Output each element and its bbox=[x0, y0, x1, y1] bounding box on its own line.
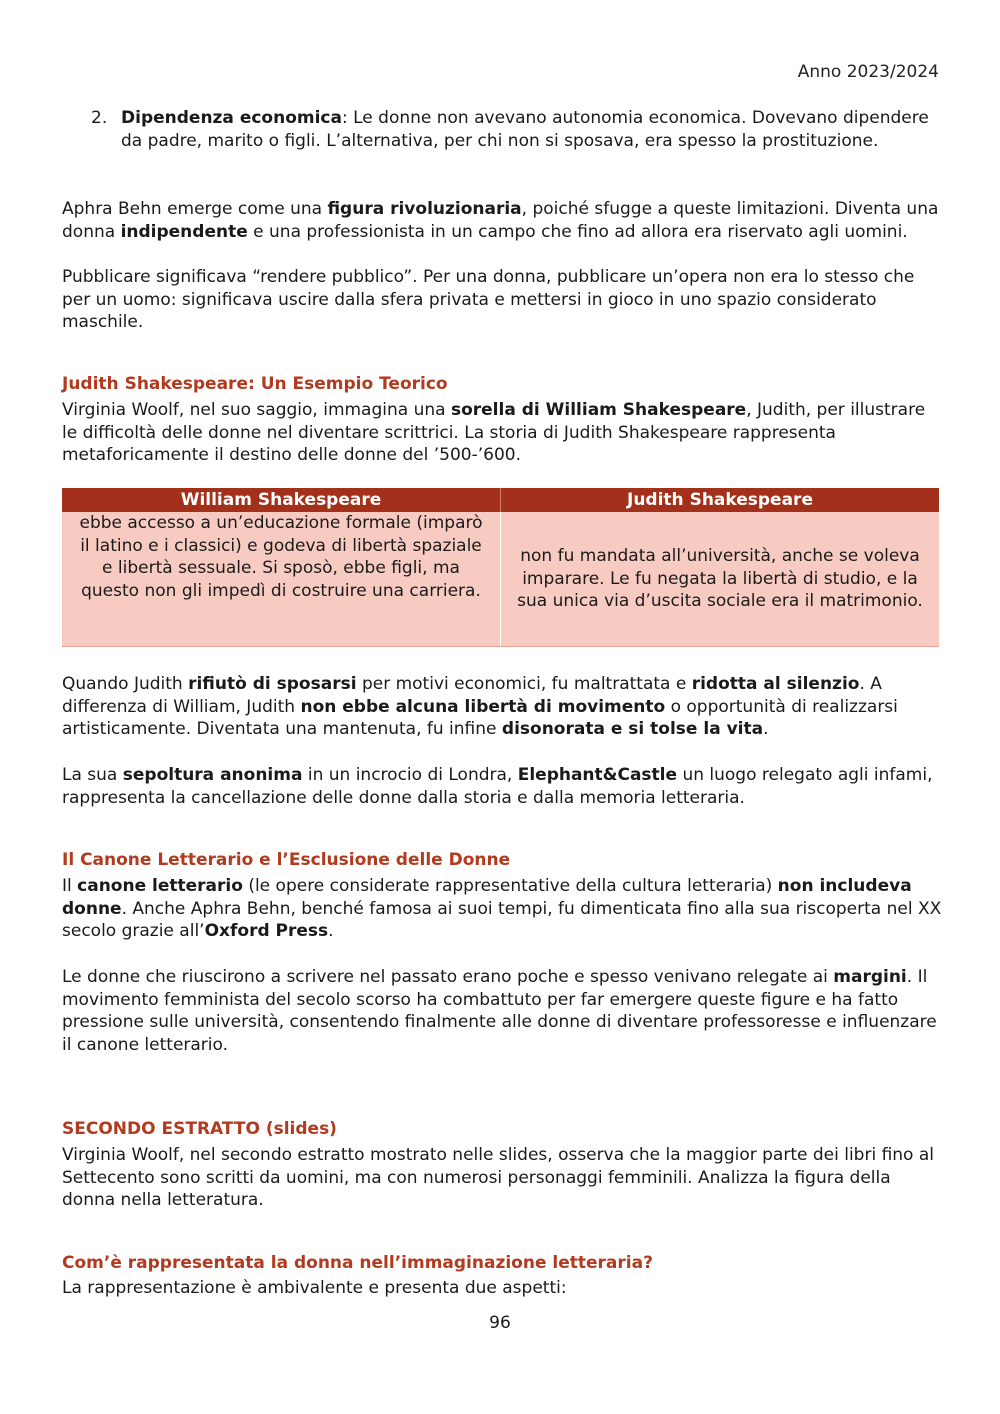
list-term: Dipendenza economica bbox=[121, 108, 342, 128]
paragraph-sepoltura: La sua sepoltura anonima in un incrocio di Londra, Elephant&Castle un luogo relegato agli infami, rappresenta la cancellazione delle donne dalla storia e dalla memoria letteraria. bbox=[62, 765, 933, 808]
table-row bbox=[62, 512, 939, 647]
table-cell-judith: non fu mandata all’università, anche se voleva imparare. Le fu negata la libertà di studio, e la sua unica via d’uscita sociale era il matrimonio. bbox=[501, 512, 940, 647]
table-cell-william: ebbe accesso a un’educazione formale (imparò il latino e i classici) e godeva di libertà spaziale e libertà sessuale. Si sposò, ebbe figli, ma questo non gli impedì di costruire una carriera. bbox=[62, 512, 501, 647]
section-heading-judith: Judith Shakespeare: Un Esempio Teorico bbox=[62, 374, 448, 394]
paragraph-canone: Il canone letterario (le opere considerate rappresentative della cultura letteraria) non includeva donne. Anche Aphra Behn, benché famosa ai suoi tempi, fu dimenticata fino alla sua riscoperta nel XX secolo grazie all’Oxford Press. bbox=[62, 876, 942, 942]
section-heading-secondo-estratto: SECONDO ESTRATTO (slides) bbox=[62, 1119, 337, 1139]
table-header-judith: Judith Shakespeare bbox=[501, 488, 940, 512]
section-heading-donna-letteraria: Com’è rappresentata la donna nell’immaginazione letteraria? bbox=[62, 1253, 653, 1273]
table-header-william: William Shakespeare bbox=[62, 488, 501, 512]
list-text: : Le donne non avevano autonomia economica. Dovevano dipendere da padre, marito o figli. L’alternativa, per chi non si sposava, era spesso la prostituzione. bbox=[121, 108, 929, 151]
header-year: Anno 2023/2024 bbox=[797, 62, 939, 82]
paragraph-secondo-estratto: Virginia Woolf, nel secondo estratto mostrato nelle slides, osserva che la maggior parte dei libri fino al Settecento sono scritti da uomini, ma con numerosi personaggi femminili. Analizza la figura della donna nella letteratura. bbox=[62, 1145, 935, 1211]
paragraph-ambivalente: La rappresentazione è ambivalente e presenta due aspetti: bbox=[62, 1278, 567, 1298]
page-number: 96 bbox=[489, 1313, 511, 1333]
comparison-table bbox=[62, 488, 939, 647]
paragraph-pubblicare: Pubblicare significava “rendere pubblico”. Per una donna, pubblicare un’opera non era lo stesso che per un uomo: significava uscire dalla sfera privata e mettersi in gioco in uno spazio considerato maschile. bbox=[62, 267, 915, 333]
paragraph-aphra-behn: Aphra Behn emerge come una figura rivoluzionaria, poiché sfugge a queste limitazioni. Diventa una donna indipendente e una professionista in un campo che fino ad allora era riservato agli uomini. bbox=[62, 199, 939, 242]
section-heading-canone: Il Canone Letterario e l’Esclusione delle Donne bbox=[62, 850, 511, 870]
paragraph-judith-fate: Quando Judith rifiutò di sposarsi per motivi economici, fu maltrattata e ridotta al silenzio. A differenza di William, Judith non ebbe alcuna libertà di movimento o opportunità di realizzarsi artisticamente. Diventata una mantenuta, fu infine disonorata e si tolse la vita. bbox=[62, 674, 898, 740]
paragraph-margini: Le donne che riuscirono a scrivere nel passato erano poche e spesso venivano relegate ai margini. Il movimento femminista del secolo scorso ha combattuto per far emergere queste figure e ha fatto pressione sulle università, consentendo finalmente alle donne di diventare professoresse e influenzare il canone letterario. bbox=[62, 967, 937, 1055]
paragraph-woolf-judith: Virginia Woolf, nel suo saggio, immagina una sorella di William Shakespeare, Judith, per illustrare le difficoltà delle donne nel diventare scrittrici. La storia di Judith Shakespeare rappresenta metaforicamente il destino delle donne del ’500-’600. bbox=[62, 400, 926, 466]
list-number: 2. bbox=[91, 108, 108, 128]
list-item bbox=[91, 107, 941, 152]
